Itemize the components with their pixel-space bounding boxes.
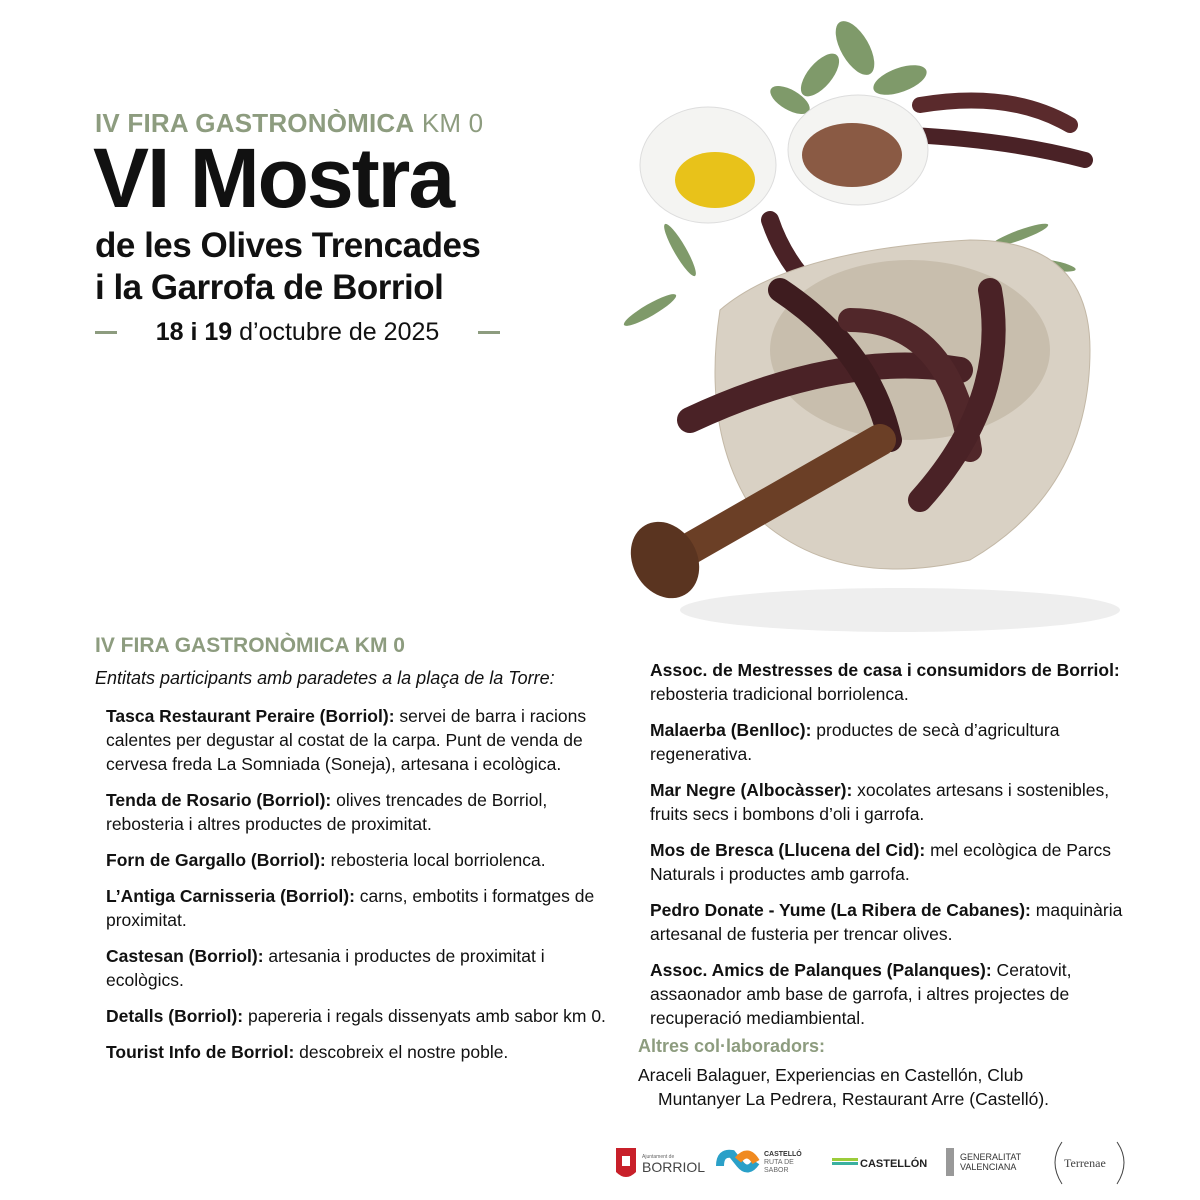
participant-entry: Forn de Gargallo (Borriol): rebosteria local borriolenca. (106, 850, 546, 870)
participant-entry: Castesan (Borriol): artesania i productes de proximitat i ecològics. (106, 946, 545, 990)
event-kicker: IV FIRA GASTRONÒMICA KM 0 (95, 108, 484, 138)
participant-entry: Mos de Bresca (Llucena del Cid): mel ecològica de Parcs Naturals i productes amb garrofa. (650, 840, 1111, 884)
collaborators-text: Araceli Balaguer, Experiencias en Castellón, Club Muntanyer La Pedrera, Restaurant Arre (Castelló). (638, 1065, 1050, 1109)
svg-text:GENERALITAT: GENERALITAT (960, 1152, 1022, 1162)
svg-text:Ajuntament de: Ajuntament de (642, 1154, 675, 1160)
participant-entry: Tenda de Rosario (Borriol): olives trencades de Borriol, rebosteria i altres productes de proximitat. (106, 790, 548, 834)
participant-entry: Detalls (Borriol): papereria i regals dissenyats amb sabor km 0. (106, 1006, 606, 1026)
generalitat-valenciana-logo (946, 1148, 1022, 1176)
terrenae-logo (1055, 1142, 1124, 1184)
svg-text:CASTELLÓ: CASTELLÓ (764, 1151, 802, 1158)
dash-right (478, 331, 500, 334)
collaborators-heading: Altres col·laboradors: (638, 1036, 826, 1056)
participant-entry: Assoc. Amics de Palanques (Palanques): Ceratovit, assaonador amb base de garrofa, i altres projectes de recuperació mediambiental. (650, 960, 1072, 1028)
right-participant-list (650, 658, 1140, 1042)
borriol-logo (616, 1148, 705, 1177)
svg-text:BORRIOL: BORRIOL (642, 1159, 706, 1175)
section-heading: IV FIRA GASTRONÒMICA KM 0 (95, 634, 405, 657)
svg-text:RUTA DE: RUTA DE (764, 1159, 794, 1166)
oil-bowl (640, 107, 776, 223)
carob-mortar-illustration (590, 20, 1150, 640)
participant-entry: Tourist Info de Borriol: descobreix el nostre poble. (106, 1042, 509, 1062)
participant-entry: Assoc. de Mestresses de casa i consumidors de Borriol: rebosteria tradicional borriolenca. (650, 660, 1120, 704)
svg-text:VALENCIANA: VALENCIANA (960, 1162, 1017, 1172)
svg-text:CASTELLÓN: CASTELLÓN (860, 1158, 928, 1170)
dash-left (95, 331, 117, 334)
participant-entry: Mar Negre (Albocàsser): xocolates artesans i sostenibles, fruits secs i bombons d’oli i garrofa. (650, 780, 1110, 824)
participant-entry: Pedro Donate - Yume (La Ribera de Cabanes): maquinària artesanal de fusteria per trencar olives. (650, 900, 1123, 944)
left-participant-list (106, 704, 616, 1076)
participant-entry: L’Antiga Carnisseria (Borriol): carns, embotits i formatges de proximitat. (106, 886, 595, 930)
participant-entry: Malaerba (Benlloc): productes de secà d’agricultura regenerativa. (650, 720, 1060, 764)
cocoa-bowl (788, 95, 928, 205)
svg-text:Terrenae: Terrenae (1064, 1156, 1106, 1170)
participant-entry: Tasca Restaurant Peraire (Borriol): servei de barra i racions calentes per degustar al costat de la carpa. Punt de venda de cervesa freda La Somniada (Soneja), artesana i ecològica. (106, 706, 587, 774)
castellon-logo (832, 1157, 927, 1170)
section-intro: Entitats participants amb paradetes a la plaça de la Torre: (95, 668, 555, 688)
svg-text:SABOR: SABOR (764, 1167, 789, 1174)
event-date: 18 i 19 d’octubre de 2025 (95, 318, 500, 347)
subtitle-line1: de les Olives Trencades (95, 226, 481, 265)
page-title: VI Mostra (93, 131, 454, 225)
sponsor-logos (612, 1138, 1132, 1188)
castello-ruta-de-sabor-logo (720, 1149, 802, 1174)
subtitle-line2: i la Garrofa de Borriol (95, 268, 444, 307)
